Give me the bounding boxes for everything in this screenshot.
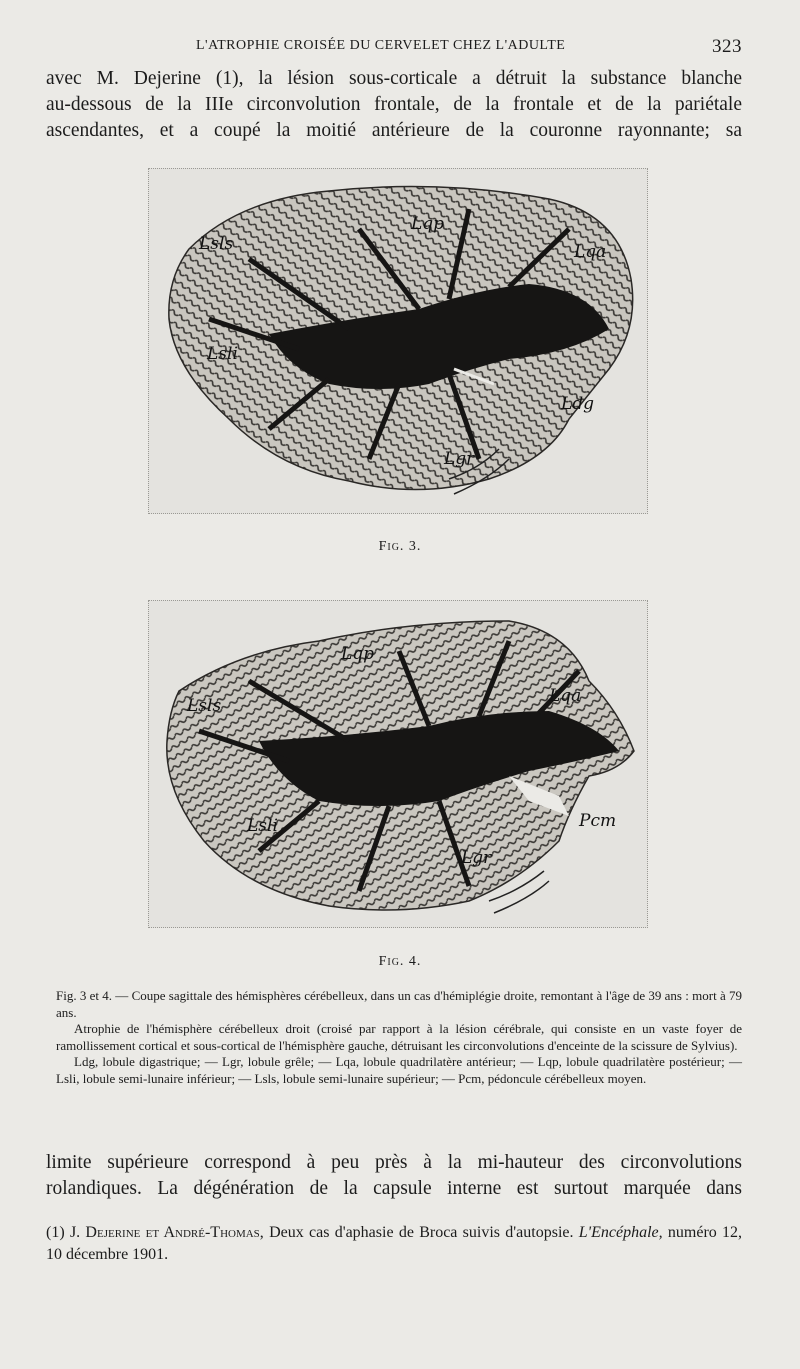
label-lgr: Lgr (461, 848, 492, 868)
footnote-authors: J. Dejerine et André-Thomas, (69, 1224, 264, 1241)
page-number: 323 (712, 36, 742, 57)
figure-legend (56, 988, 742, 1087)
paragraph-bottom (46, 1150, 742, 1202)
footnote-journal: L'Encéphale, (578, 1224, 663, 1241)
running-head (46, 36, 742, 56)
label-lgr: Lgr (444, 449, 475, 469)
label-lsli: Lsli (247, 816, 278, 836)
footnote (46, 1222, 742, 1266)
legend-line: Atrophie de l'hémisphère cérébelleux droit (croisé par rapport à la lésion cérébrale, qui consiste en un vaste foyer de ramollissement cortical et sous-cortical de l'hémisphère gauche, détruisant les circonvolutions d'enceinte de la scissure de Sylvius). (56, 1021, 742, 1053)
figure-3-plate (148, 168, 648, 514)
footnote-details: numéro 12, 10 décembre 1901. (46, 1224, 743, 1263)
label-lqp: Lqp (411, 214, 445, 234)
label-lsli: Lsli (207, 344, 238, 364)
label-lsls: Lsls (187, 696, 222, 716)
text-line: rolandiques. La dégénération de la capsule interne est surtout marquée dans (46, 1178, 742, 1199)
text-line: avec M. Dejerine (1), la lésion sous-corticale a détruit la substance blanche (46, 68, 742, 89)
figure-3-caption: Fig. 3. (378, 539, 422, 554)
figure-4-caption: Fig. 4. (378, 954, 422, 969)
footnote-marker: (1) (46, 1224, 65, 1241)
text-line: ascendantes, et a coupé la moitié antérieure de la couronne rayonnante; sa (46, 120, 742, 141)
text-line: limite supérieure correspond à peu près à la mi-hauteur des circonvolutions (46, 1152, 742, 1173)
running-title: L'ATROPHIE CROISÉE DU CERVELET CHEZ L'ADULTE (196, 38, 566, 53)
label-lqp: Lqp (341, 644, 375, 664)
label-ldg: Ldg (561, 394, 595, 414)
text-line: au-dessous de la IIIe circonvolution frontale, de la frontale et de la pariétale (46, 94, 742, 115)
label-lqa: Lqa (549, 686, 582, 706)
label-lsls: Lsls (199, 234, 234, 254)
cerebellum-section-illustration (149, 169, 647, 513)
figure-4-plate (148, 600, 648, 928)
legend-line: Ldg, lobule digastrique; — Lgr, lobule grêle; — Lqa, lobule quadrilatère antérieur; — Lqp, lobule quadrilatère postérieur; — Lsli, lobule semi-lunaire inférieur; — Lsls, lobule semi-lunaire supérieur; — Pcm, pédoncule cérébelleux moyen. (56, 1054, 742, 1086)
label-lqa: Lqa (574, 242, 607, 262)
paragraph-top (46, 66, 742, 144)
footnote-text: Deux cas d'aphasie de Broca suivis d'autopsie. (269, 1224, 574, 1241)
label-pcm: Pcm (579, 811, 617, 831)
cerebellum-section-illustration (149, 601, 647, 927)
legend-line: Fig. 3 et 4. — Coupe sagittale des hémisphères cérébelleux, dans un cas d'hémiplégie droite, remontant à l'âge de 39 ans : mort à 79 ans. (56, 988, 742, 1020)
